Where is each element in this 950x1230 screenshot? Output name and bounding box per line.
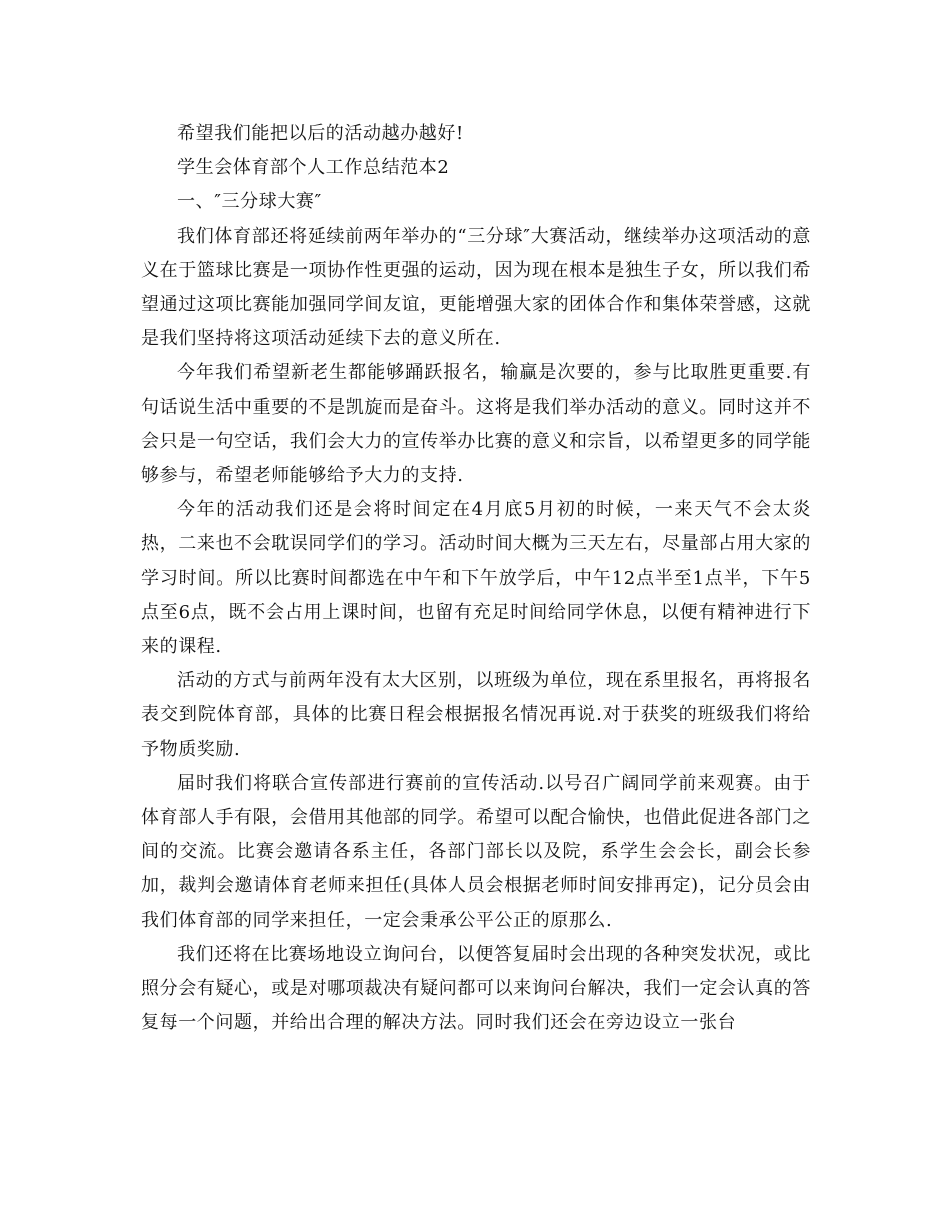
- body-paragraph: 今年我们希望新老生都能够踊跃报名，输赢是次要的，参与比取胜更重要.有句话说生活中重要的不是凯旋而是奋斗。这将是我们举办活动的意义。同时这并不会只是一句空话，我们会大力的宣传举办比赛的意义和宗旨，以希望更多的同学能够参与，希望老师能够给予大力的支持.: [141, 362, 811, 487]
- section-heading: 一、″三分球大赛″: [177, 191, 322, 213]
- closing-line: 希望我们能把以后的活动越办越好!: [177, 123, 464, 144]
- body-paragraph: 活动的方式与前两年没有太大区别，以班级为单位，现在系里报名，再将报名表交到院体育部，具体的比赛日程会根据报名情况再说.对于获奖的班级我们将给予物质奖励.: [141, 670, 811, 760]
- body-paragraph: 今年的活动我们还是会将时间定在4月底5月初的时候，一来天气不会太炎热，二来也不会耽误同学们的学习。活动时间大概为三天左右，尽量部占用大家的学习时间。所以比赛时间都选在中午和下午放学后，中午12点半至1点半，下午5点至6点，既不会占用上课时间，也留有充足时间给同学休息，以便有精神进行下来的课程.: [141, 499, 811, 658]
- document-body: [141, 117, 811, 1040]
- body-paragraph: 我们还将在比赛场地设立询问台，以便答复届时会出现的各种突发状况，或比照分会有疑心，或是对哪项裁决有疑问都可以来询问台解决，我们一定会认真的答复每一个问题，并给出合理的解决方法。同时我们还会在旁边设立一张台: [141, 943, 811, 1034]
- body-paragraph: 我们体育部还将延续前两年举办的“三分球″大赛活动，继续举办这项活动的意义在于篮球比赛是一项协作性更强的运动，因为现在根本是独生子女，所以我们希望通过这项比赛能加强同学间友谊，更能增强大家的团体合作和集体荣誉感，这就是我们坚持将这项活动延续下去的意义所在.: [141, 225, 811, 350]
- body-paragraph: 届时我们将联合宣传部进行赛前的宣传活动.以号召广阔同学前来观赛。由于体育部人手有限，会借用其他部的同学。希望可以配合愉快，也借此促进各部门之间的交流。比赛会邀请各系主任，各部门部长以及院，系学生会会长，副会长参加，裁判会邀请体育老师来担任(具体人员会根据老师时间安排再定)，记分员会由我们体育部的同学来担任，一定会秉承公平公正的原那么.: [141, 772, 811, 931]
- document-title: 学生会体育部个人工作总结范本2: [177, 157, 450, 179]
